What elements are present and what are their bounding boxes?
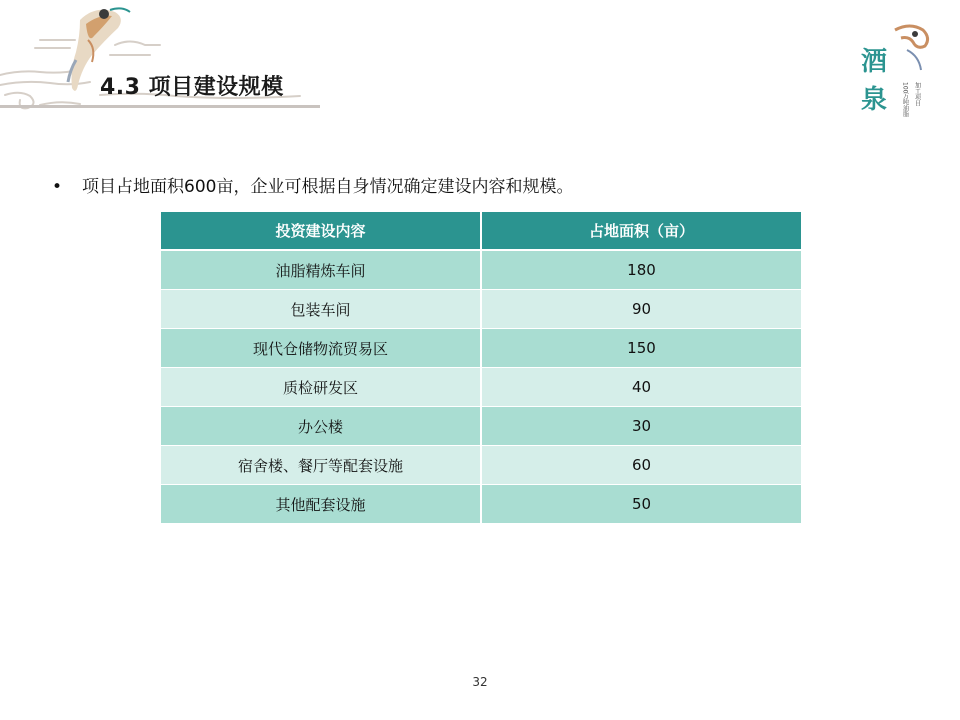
cell-area: 180 <box>481 250 801 290</box>
logo-subtext-1: 加工项目 <box>913 82 921 106</box>
page-number: 32 <box>472 675 488 689</box>
cell-area: 30 <box>481 407 801 446</box>
bullet-item <box>52 172 573 197</box>
column-header-content: 投资建设内容 <box>161 212 481 250</box>
jiuquan-logo <box>855 20 935 135</box>
cell-area: 90 <box>481 290 801 329</box>
table-row <box>161 446 801 485</box>
bullet-marker: • <box>52 177 63 197</box>
cell-content: 包装车间 <box>161 290 481 329</box>
column-header-area: 占地面积（亩） <box>481 212 801 250</box>
table-row <box>161 485 801 524</box>
construction-scale-table <box>161 212 801 524</box>
cell-area: 60 <box>481 446 801 485</box>
cell-content: 办公楼 <box>161 407 481 446</box>
cell-content: 质检研发区 <box>161 368 481 407</box>
cell-area: 50 <box>481 485 801 524</box>
logo-char-1: 酒 <box>861 47 888 77</box>
cell-area: 40 <box>481 368 801 407</box>
logo-subtext-2: 100万吨油脂 <box>901 82 909 118</box>
cell-content: 宿舍楼、餐厅等配套设施 <box>161 446 481 485</box>
table-row <box>161 329 801 368</box>
slide-title: 4.3 项目建设规模 <box>100 75 284 100</box>
table-row <box>161 250 801 290</box>
logo-char-2: 泉 <box>861 85 888 115</box>
table-row <box>161 368 801 407</box>
cell-content: 现代仓储物流贸易区 <box>161 329 481 368</box>
cell-content: 油脂精炼车间 <box>161 250 481 290</box>
bullet-text: 项目占地面积600亩，企业可根据自身情况确定建设内容和规模。 <box>82 177 574 197</box>
jiuquan-logo-graphic <box>855 20 935 135</box>
table-row <box>161 407 801 446</box>
title-underline <box>0 105 320 108</box>
cell-area: 150 <box>481 329 801 368</box>
table-header-row <box>161 212 801 250</box>
cell-content: 其他配套设施 <box>161 485 481 524</box>
table-row <box>161 290 801 329</box>
